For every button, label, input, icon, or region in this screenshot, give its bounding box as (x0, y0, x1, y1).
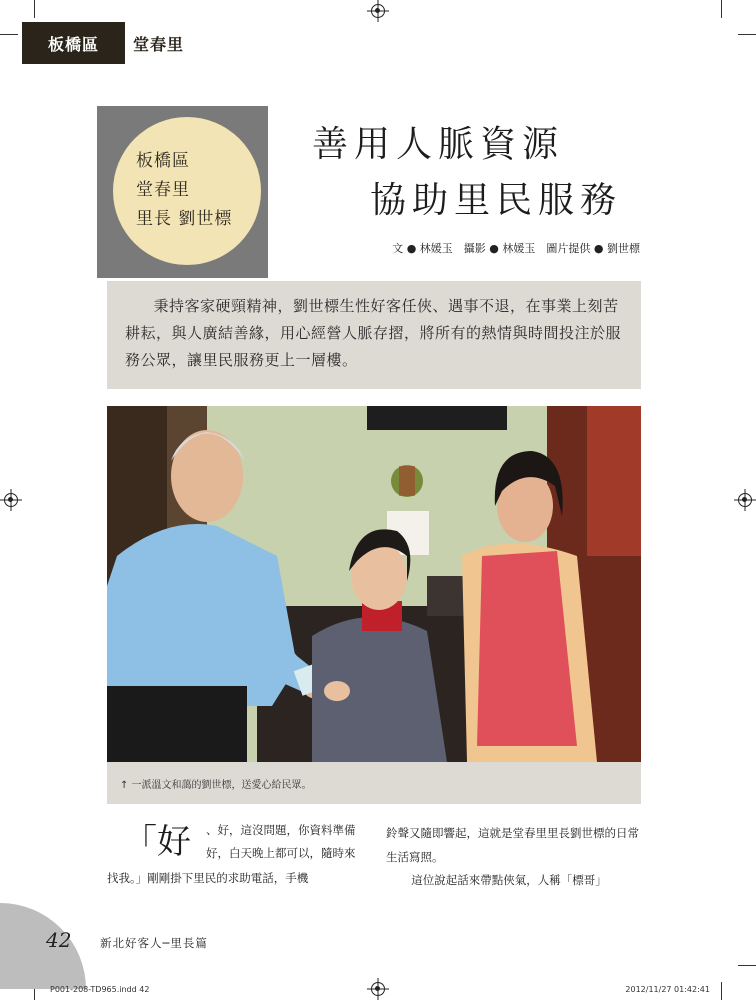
article-title-line2: 協助里民服務 (370, 180, 623, 221)
body-text-line: 好，白天晚上都可以，隨時來 (206, 846, 356, 860)
crop-mark (738, 34, 756, 35)
publication-title: 新北好客人─里長篇 (100, 936, 208, 950)
body-paragraph: 這位說起話來帶點俠氣，人稱「標哥」 (411, 873, 607, 887)
article-title-line1: 善用人脈資源 (312, 124, 565, 165)
name-card-chief: 里長 劉世標 (136, 209, 233, 229)
registration-mark-icon (371, 982, 385, 996)
village-tag: 堂春里 (133, 34, 185, 54)
file-slug: P001-208-TD965.indd 42 (50, 985, 150, 994)
district-tag: 板橋區 (22, 22, 125, 64)
crop-mark (0, 34, 18, 35)
registration-mark-icon (371, 4, 385, 18)
photo-caption: ↑ 一派溫文和藹的劉世標，送愛心給民眾。 (120, 780, 312, 791)
body-paragraph: 鈴聲又隨即響起，這就是堂春里里長劉世標的日常生活寫照。 (386, 826, 639, 864)
page-number-badge (0, 903, 86, 989)
name-card-district: 板橋區 (136, 151, 190, 171)
registration-mark-icon (4, 493, 18, 507)
crop-mark (721, 982, 722, 1000)
crop-mark (721, 0, 722, 18)
body-text-line: 、好，這沒問題，你資料準備 (206, 823, 356, 837)
registration-mark-icon (738, 493, 752, 507)
timestamp-slug: 2012/11/27 01:42:41 (625, 985, 710, 994)
article-credits: 文 ● 林媛玉 攝影 ● 林媛玉 圖片提供 ● 劉世標 (392, 242, 640, 255)
crop-mark (738, 965, 756, 966)
article-photo (107, 406, 641, 762)
page-number: 42 (46, 928, 72, 952)
body-text-line: 找我。」剛剛掛下里民的求助電話，手機 (107, 871, 309, 885)
name-card-village: 堂春里 (136, 180, 190, 200)
crop-mark (34, 0, 35, 18)
drop-cap: 「好 (123, 822, 191, 862)
intro-paragraph: 秉持客家硬頸精神，劉世標生性好客任俠、遇事不退，在事業上刻苦耕耘，與人廣結善緣，用心經營人脈存摺，將所有的熱情與時間投注於服務公眾，讓里民服務更上一層樓。 (125, 297, 622, 369)
body-column-right (386, 822, 642, 893)
photo-illustration (107, 406, 641, 762)
name-card-text (136, 147, 232, 234)
